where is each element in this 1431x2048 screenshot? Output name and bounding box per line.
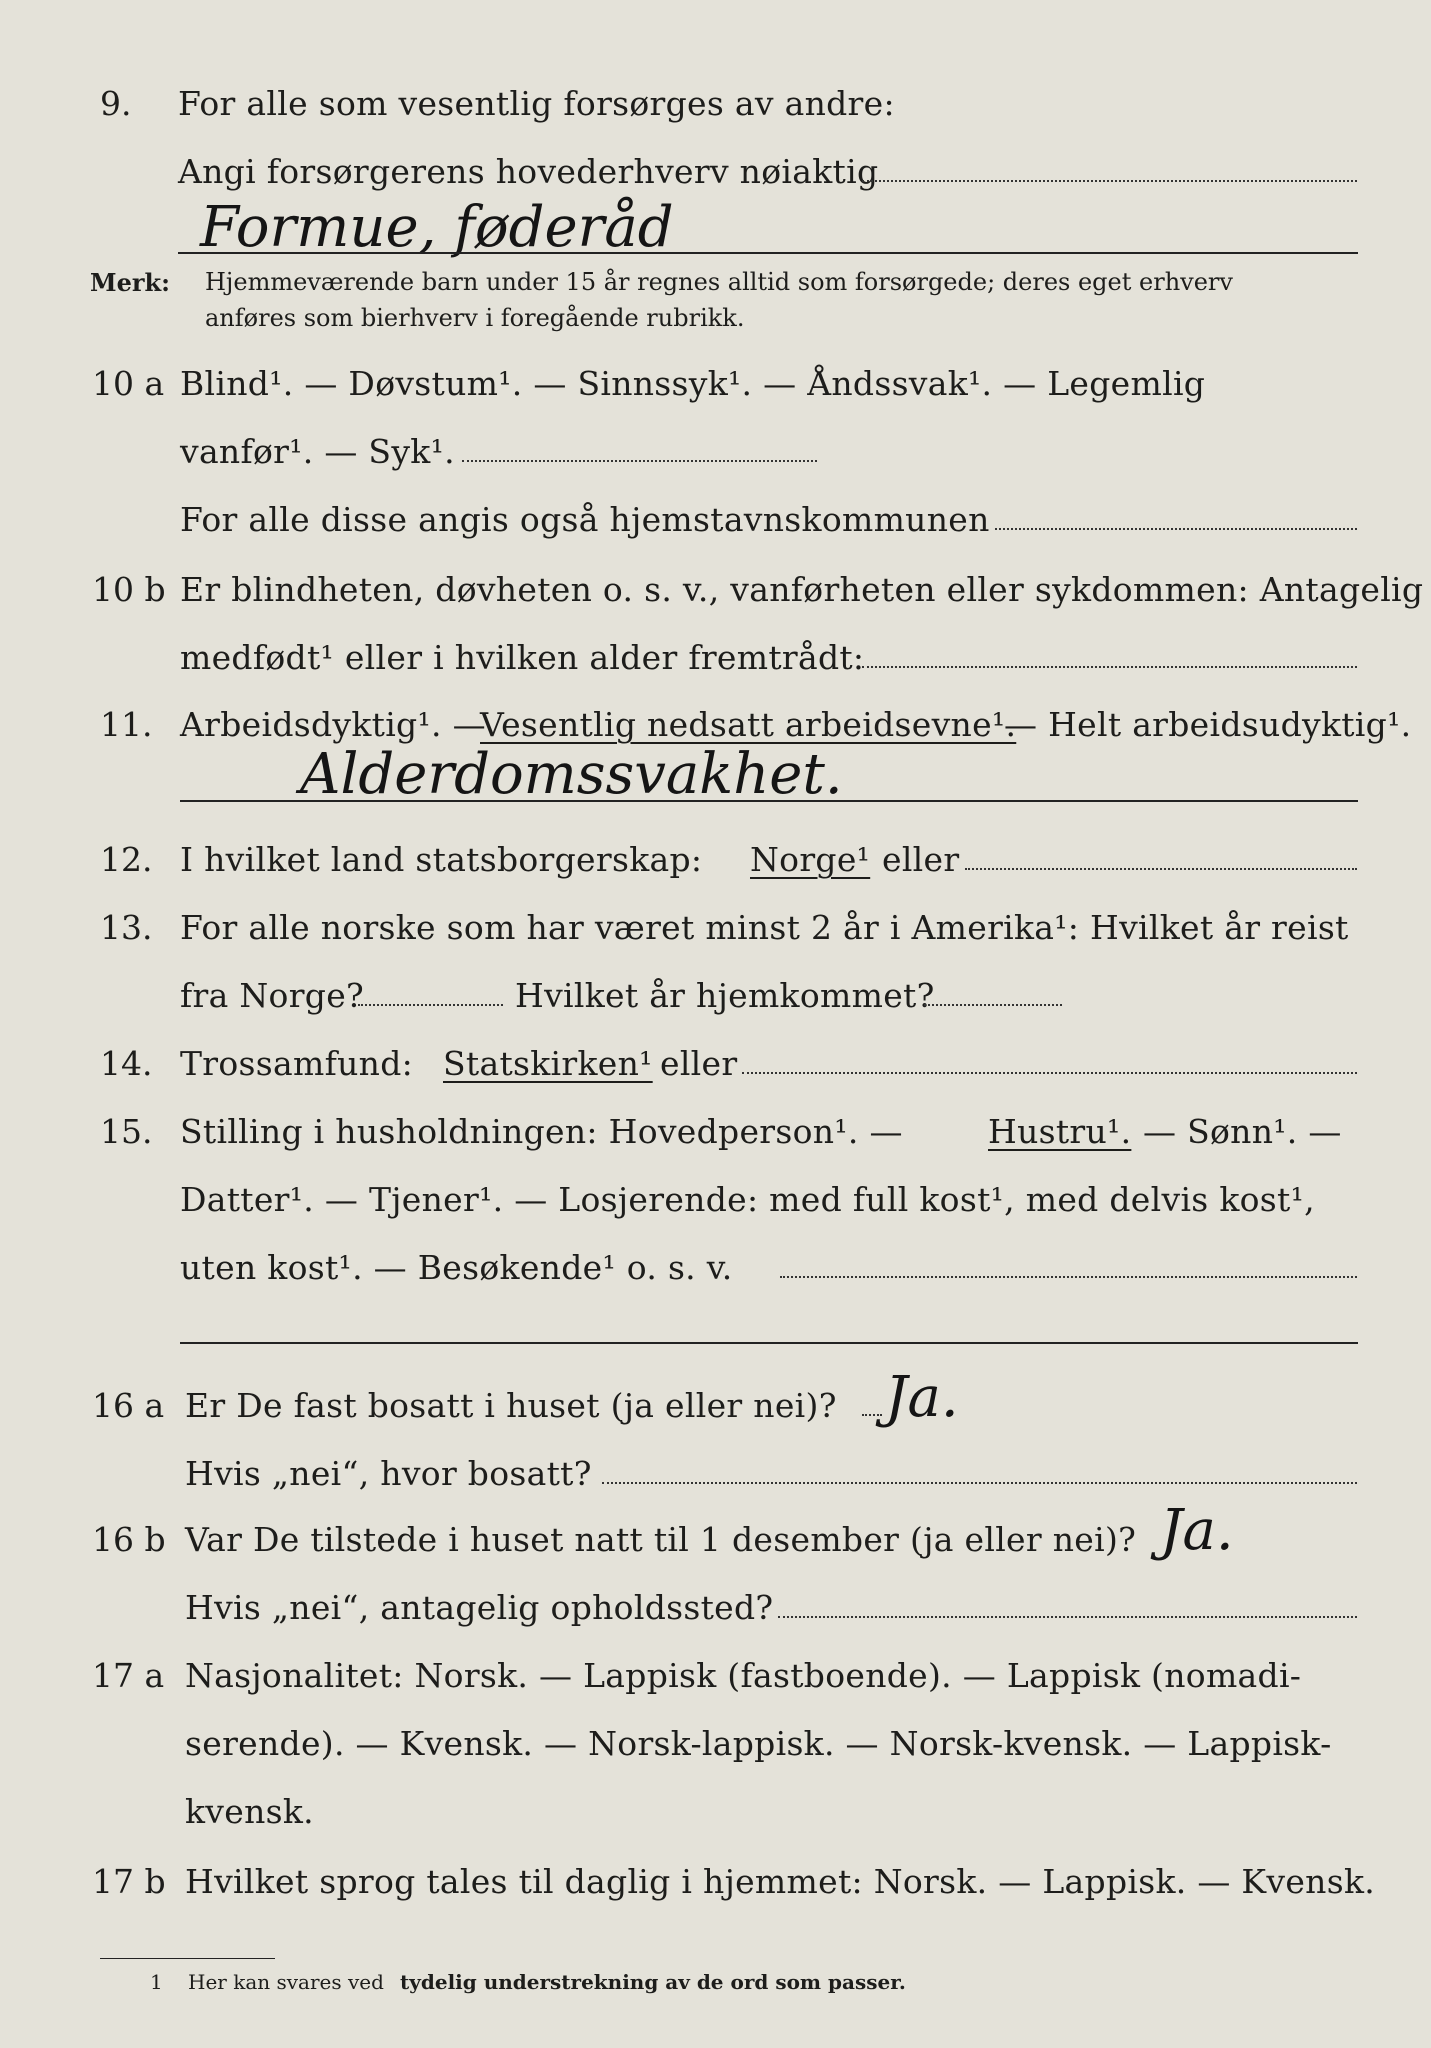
q9-handwritten-answer: Formue, føderåd <box>200 195 674 260</box>
footnote-text-a: Her kan svares ved <box>188 1970 384 1994</box>
question-number: 10 b <box>92 570 166 609</box>
footnote-rule <box>100 1958 275 1959</box>
q16a-dotted-line <box>862 1414 882 1416</box>
q13-text-2a: fra Norge? <box>180 976 365 1015</box>
question-number: 9. <box>100 84 132 123</box>
question-number: 16 a <box>92 1386 165 1425</box>
question-number: 14. <box>100 1044 153 1083</box>
q12-text-a: I hvilket land statsborgerskap: <box>180 840 703 879</box>
q14-dotted-line <box>742 1072 1357 1074</box>
q9-answer-line <box>178 252 1358 254</box>
q10a-text-1: Blind¹. — Døvstum¹. — Sinnssyk¹. — Åndssvak¹. — Legemlig <box>180 364 1206 403</box>
question-number: 16 b <box>92 1520 166 1559</box>
q10a-text-3: For alle disse angis også hjemstavnskommunen <box>180 500 990 539</box>
q11-text-c: — Helt arbeidsudyktig¹. <box>1004 705 1412 744</box>
footnote-mark: 1 <box>150 1970 163 1994</box>
q10b-text-1: Er blindheten, døvheten o. s. v., vanførheten eller sykdommen: Antagelig <box>180 570 1424 609</box>
q15-text-1a: Stilling i husholdningen: Hovedperson¹. — <box>180 1112 903 1151</box>
merk-label: Merk: <box>90 268 170 297</box>
q16b-handwritten-answer: Ja. <box>1160 1498 1234 1563</box>
q9-text-2: Angi forsørgerens hovederhverv nøiaktig <box>178 152 879 191</box>
q16b-text-2: Hvis „nei“, antagelig opholdssted? <box>185 1588 774 1627</box>
q10b-dotted-line <box>862 666 1357 668</box>
question-number: 11. <box>100 705 153 744</box>
q16a-text-2: Hvis „nei“, hvor bosatt? <box>185 1454 592 1493</box>
q17a-text-3: kvensk. <box>185 1792 314 1831</box>
q10b-text-2: medfødt¹ eller i hvilken alder fremtrådt: <box>180 638 865 677</box>
merk-text-2: anføres som bierhverv i foregående rubrikk. <box>205 304 745 332</box>
q12-text-c: eller <box>882 840 960 879</box>
q10a-dotted-line <box>462 460 817 462</box>
q9-dotted-line <box>862 180 1357 182</box>
q13-text-2b: Hvilket år hjemkommet? <box>515 976 935 1015</box>
q13-dotted-line-2 <box>924 1004 1062 1006</box>
q11-underlined-answer: Vesentlig nedsatt arbeidsevne¹. <box>480 705 1017 744</box>
q15-text-1c: — Sønn¹. — <box>1143 1112 1342 1151</box>
question-number: 10 a <box>92 364 165 403</box>
q14-text-c: eller <box>660 1044 738 1083</box>
q12-dotted-line <box>965 868 1357 870</box>
question-number: 17 a <box>92 1656 165 1695</box>
question-number: 17 b <box>92 1862 166 1901</box>
merk-text-1: Hjemmeværende barn under 15 år regnes alltid som forsørgede; deres eget erhverv <box>205 268 1233 296</box>
q9-text-1: For alle som vesentlig forsørges av andre: <box>178 84 895 123</box>
q17b-text-1: Hvilket sprog tales til daglig i hjemmet: Norsk. — Lappisk. — Kvensk. <box>185 1862 1376 1901</box>
q17a-text-2: serende). — Kvensk. — Norsk-lappisk. — Norsk-kvensk. — Lappisk- <box>185 1724 1332 1763</box>
q15-text-3: uten kost¹. — Besøkende¹ o. s. v. <box>180 1248 733 1287</box>
q13-text-1: For alle norske som har været minst 2 år i Amerika¹: Hvilket år reist <box>180 908 1349 947</box>
q15-answer-line <box>180 1342 1358 1344</box>
q13-dotted-line-1 <box>358 1004 503 1006</box>
q11-text-a: Arbeidsdyktig¹. — <box>180 705 486 744</box>
q11-handwritten-answer: Alderdomssvakhet. <box>300 742 843 807</box>
q11-answer-line <box>180 800 1358 802</box>
q16a-handwritten-answer: Ja. <box>885 1365 959 1430</box>
q15-text-2: Datter¹. — Tjener¹. — Losjerende: med full kost¹, med delvis kost¹, <box>180 1180 1315 1219</box>
q16b-dotted-line <box>778 1616 1357 1618</box>
q16b-text-1: Var De tilstede i huset natt til 1 desember (ja eller nei)? <box>185 1520 1137 1559</box>
q15-dotted-line <box>780 1276 1357 1278</box>
q14-underlined-answer: Statskirken¹ <box>443 1044 653 1083</box>
q15-underlined-answer: Hustru¹. <box>988 1112 1132 1151</box>
footnote-text-b: tydelig understrekning av de ord som passer. <box>400 1970 906 1994</box>
question-number: 15. <box>100 1112 153 1151</box>
question-number: 13. <box>100 908 153 947</box>
q10a-text-2: vanfør¹. — Syk¹. <box>180 432 455 471</box>
q16a-dotted-line-2 <box>602 1482 1357 1484</box>
q10a-dotted-line-2 <box>995 528 1357 530</box>
q17a-text-1: Nasjonalitet: Norsk. — Lappisk (fastboende). — Lappisk (nomadi- <box>185 1656 1302 1695</box>
q16a-text-1: Er De fast bosatt i huset (ja eller nei)? <box>185 1386 837 1425</box>
q14-text-a: Trossamfund: <box>180 1044 414 1083</box>
q12-underlined-answer: Norge¹ <box>750 840 871 879</box>
question-number: 12. <box>100 840 153 879</box>
